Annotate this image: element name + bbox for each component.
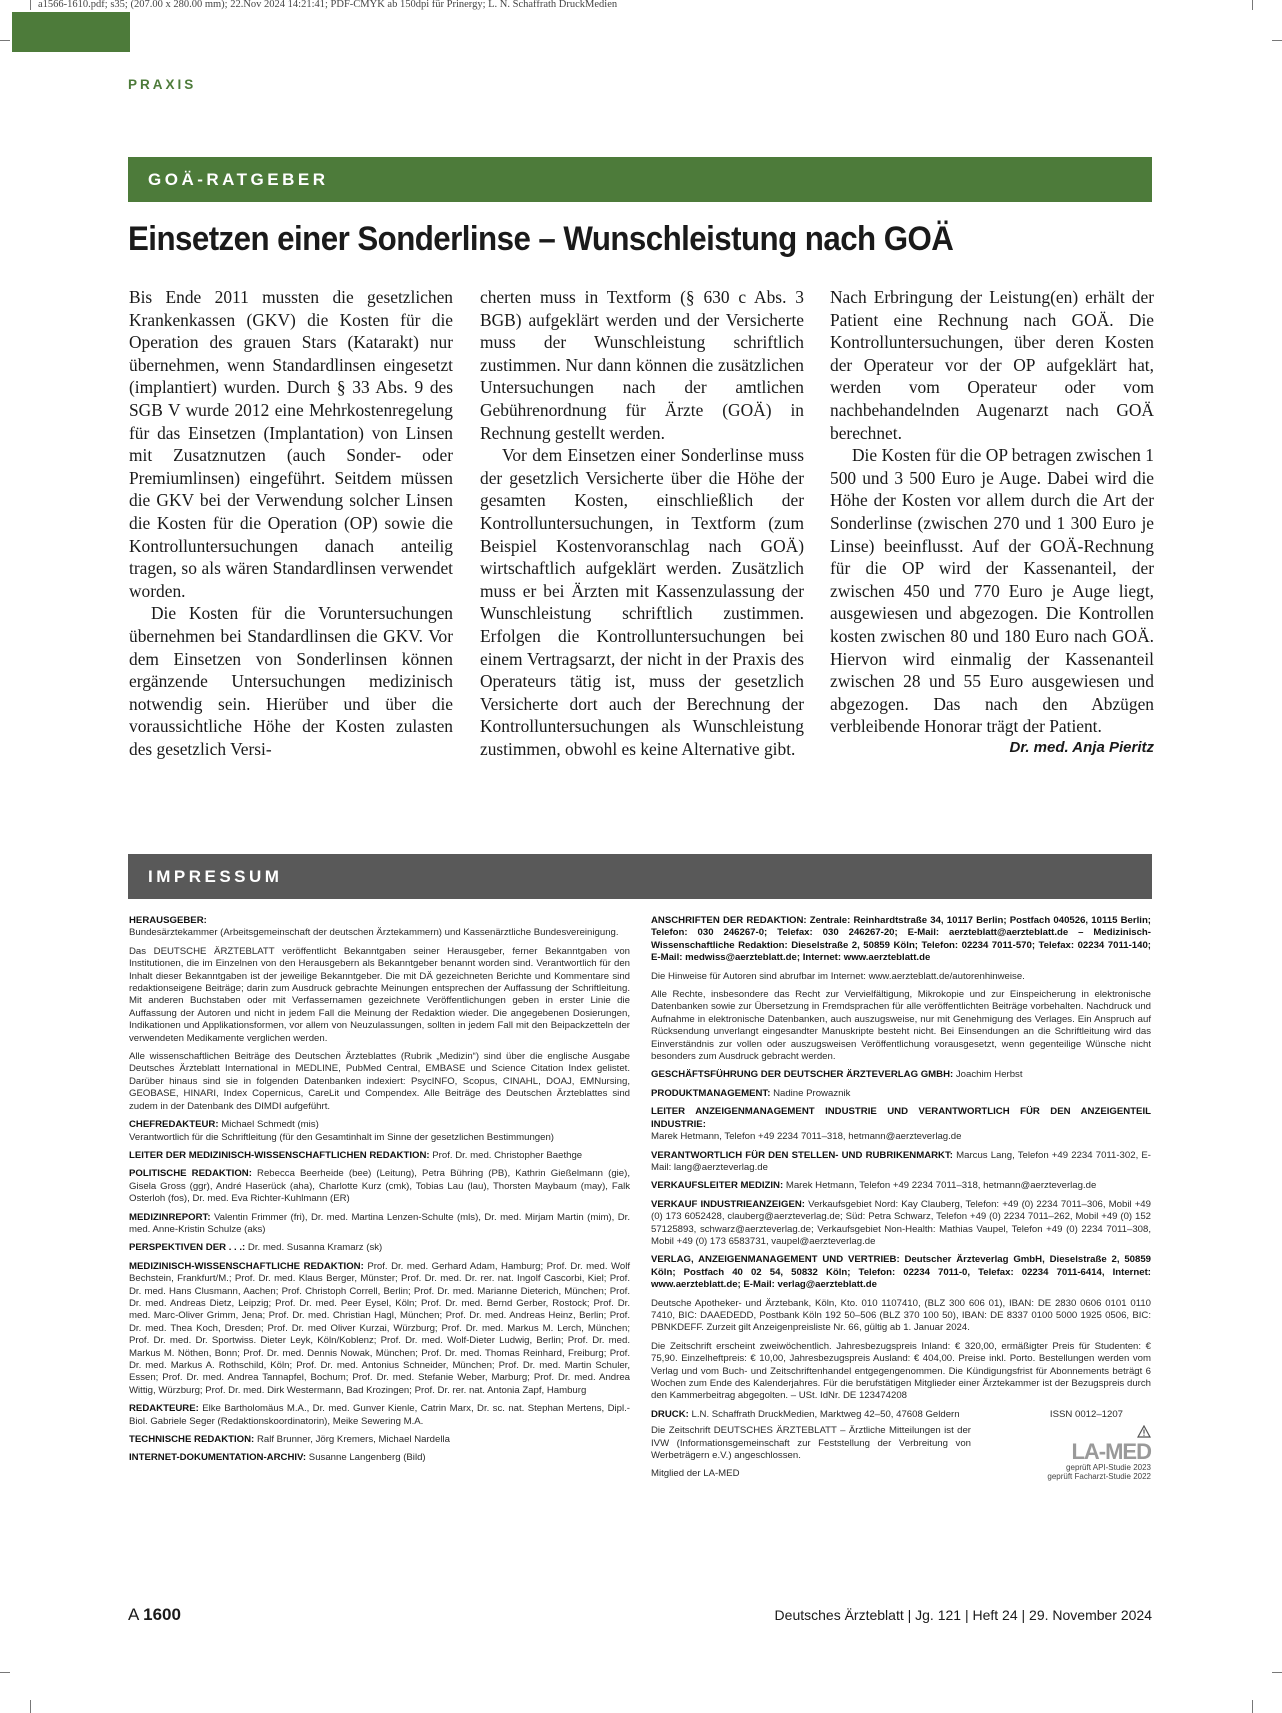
anzeigenmanagement [651, 1106, 1151, 1143]
label: INTERNET-DOKUMENTATION-ARCHIV: [129, 1452, 307, 1464]
value: Prof. Dr. med. Christopher Baethge [432, 1149, 583, 1161]
label: POLITISCHE REDAKTION: [129, 1168, 252, 1180]
paragraph: Bis Ende 2011 mussten die gesetzlichen Krankenkassen (GKV) die Kosten für die Operation des grauen Stars (Katarakt) nur übernehmen, wenn Standardlinsen eingesetzt (implantiert) wurden. Durch § 33 Abs. 9 des SGB V wurde 2012 eine Mehrkostenregelung für das Einsetzen (Implantation) von Linsen mit Zusatznutzen (auch Sonder- oder Premiumlinsen) eingeführt. Seitdem müssen die GKV bei der Verwendung solcher Linsen die Kosten für die Operation (OP) sowie die Kontrolluntersuchungen danach anteilig tragen, so als wären Standardlinsen verwendet worden. [129, 287, 453, 601]
redakteure [129, 1403, 630, 1428]
value: L.N. Schaffrath DruckMedien, Marktweg 42–50, 47608 Geldern [691, 1408, 960, 1420]
druck-row [651, 1409, 1151, 1421]
label: TECHNISCHE REDAKTION: [129, 1434, 255, 1446]
impressum-right-column [651, 915, 1151, 1482]
value: Susanne Langenberg (Bild) [308, 1452, 426, 1464]
rubric-title: GOÄ-RATGEBER [148, 169, 329, 189]
druck [651, 1409, 960, 1421]
warning-triangle-icon [1137, 1425, 1151, 1438]
impressum-banner [128, 854, 1152, 899]
crop-mark [1272, 40, 1282, 41]
label: LEITER ANZEIGENMANAGEMENT INDUSTRIE UND VERANTWORTLICH FÜR DEN ANZEIGENTEIL INDUSTRIE: [651, 1106, 1151, 1130]
crop-mark [30, 1700, 31, 1713]
ivw-block [651, 1425, 971, 1481]
value: Marcus Lang, Telefon +49 2234 7011-302, E-Mail: lang@aerzteverlag.de [651, 1149, 1151, 1173]
lamed-note: geprüft Facharzt-Studie 2022 [1047, 1472, 1151, 1482]
crop-mark [30, 0, 31, 10]
technische-redaktion [129, 1434, 630, 1446]
verlag: VERLAG, ANZEIGENMANAGEMENT UND VERTRIEB: Deutscher Ärzteverlag GmbH, Dieselstraße 2, 50859 Köln; Postfach 40 02 54, 50832 Köln; Telefon: 02234 7011-0, Telefax: 02234 7011-6414, Internet: www.aerzteblatt.de; E-Mail: verlag@aerzteblatt.de [651, 1254, 1151, 1291]
page-number-value: 1600 [143, 1605, 181, 1624]
perspektiven [129, 1242, 630, 1254]
label: GESCHÄFTSFÜHRUNG DER DEUTSCHER ÄRZTEVERLAG GMBH: [651, 1069, 954, 1081]
paragraph: cherten muss in Textform (§ 630 c Abs. 3 BGB) aufgeklärt werden und der Versicherte muss der Wunschleistung schriftlich zustimmen. Nur dann können die zusätzlichen Untersuchungen nach der amtlichen Gebührenordnung für Ärzte (GOÄ) in Rechnung gestellt werden. [480, 287, 804, 443]
label: PERSPEKTIVEN DER . . .: [129, 1242, 246, 1254]
paragraph: Das DEUTSCHE ÄRZTEBLATT veröffentlicht Bekanntgaben seiner Herausgeber, ferner Bekanntgaben von Institutionen, die im Einzelnen von den Herausgebern als Bekanntgeber benannt worden sind. Verantwortlich für den Inhalt dieser Bekanntgaben ist der jeweilige Bekanntgeber. Die mit DÄ gezeichneten Berichte und Kommentare sind redaktionseigene Beiträge; darin zum Ausdruck gebrachte Meinungen entsprechen der Auffassung der Schriftleitung. Mit anderen Buchstaben oder mit Verfassernamen gezeichnete Veröffentlichungen geben in erster Linie die Auffassung der Autoren und nicht in jedem Fall die Meinung der Redaktion wieder. Die angegebenen Dosierungen, Indikationen und Applikationsformen, vor allem von Neuzulassungen, sollten in jedem Fall mit den Beipackzetteln der verwendeten Medikamente verglichen werden. [129, 945, 630, 1044]
produktmanagement [651, 1088, 1151, 1100]
label: REDAKTEURE: [129, 1403, 199, 1415]
paragraph: Die Kosten für die OP betragen zwischen 1 500 und 3 500 Euro je Auge. Dabei wird die Höhe der Kosten vor allem durch die Art der Sonderlinse (zwischen 270 und 1 300 Euro je Linse) beeinflusst. Auf der GOÄ-Rechnung für die OP wird der Kassenanteil, der zwischen 450 und 770 Euro je Auge liegt, ausgewiesen und abgezogen. Die Kontrollen kosten zwischen 80 und 180 Euro nach GOÄ. Hiervon wird einmalig der Kassenanteil zwischen 28 und 55 Euro ausgewiesen und abgezogen. Das nach den Abzügen verbleibende Honorar trägt der Patient. [830, 445, 1154, 737]
paragraph: Vor dem Einsetzen einer Sonderlinse muss der gesetzlich Versicherte über die Höhe der gesamten Kosten, einschließlich der Kontrolluntersuchungen, in Textform (zum Beispiel Kostenvoranschlag nach GOÄ) wirtschaftlich aufgeklärt werden. Zusätzlich muss er bei Ärzten mit Kassenzulassung der Wunschleistung schriftlich zustimmen. Erfolgen die Kontrolluntersuchungen bei einem Vertragsarzt, der nicht in der Praxis des Operateurs tätig ist, muss der gesetzlich Versicherte dort auch der Berechnung der Kontrolluntersuchungen als Wunschleistung zustimmen, obwohl es keine Alternative gibt. [480, 445, 804, 759]
label: DRUCK: [651, 1408, 689, 1420]
rechte: Alle Rechte, insbesondere das Recht zur Vervielfältigung, Mikrokopie und zur Einspeicherung in elektronische Datenbanken sowie zur Übersetzung in Fremdsprachen für alle veröffentlichten Beiträge vorbehalten. Nachdruck und Aufnahme in elektronische Datenbanken, auch auszugsweise, nur mit Genehmigung des Verlages. Ein Anspruch auf Rücksendung unverlangt eingesandter Manuskripte besteht nicht. Bei Einsendungen an die Schriftleitung wird das Einverständnis zur vollen oder auszugsweisen Veröffentlichung vorausgesetzt, wenn gegenteilige Wünsche nicht besonders zum Ausdruck gebracht werden. [651, 989, 1151, 1063]
page-number [128, 1605, 181, 1625]
crop-mark [1252, 0, 1253, 10]
leiter-mw-redaktion [129, 1150, 630, 1162]
herausgeber [129, 915, 630, 940]
article-column-2 [480, 286, 804, 760]
impressum-title: IMPRESSUM [148, 866, 283, 886]
paragraph: Nach Erbringung der Leistung(en) erhält der Patient eine Rechnung nach GOÄ. Die Kontrolluntersuchungen, über deren Kosten der Operateur vor der OP aufgeklärt hat, werden vom Operateur oder vom nachbehandelnden Augenarzt nach GOÄ berechnet. [830, 287, 1154, 443]
value: Dr. med. Susanna Kramarz (sk) [247, 1242, 383, 1254]
value: Marek Hetmann, Telefon +49 2234 7011–318, hetmann@aerzteverlag.de [785, 1180, 1097, 1192]
crop-mark [0, 1672, 10, 1673]
lamed-logo: LA-MED [1071, 1438, 1151, 1464]
label: HERAUSGEBER: [129, 915, 207, 926]
chefredakteur [129, 1119, 630, 1144]
lamed-member: Mitglied der LA-MED [651, 1468, 740, 1480]
crop-mark [1252, 1700, 1253, 1713]
rubric-banner [128, 157, 1152, 202]
ivw-row [651, 1425, 1151, 1482]
value: Marek Hetmann, Telefon +49 2234 7011–318, hetmann@aerzteverlag.de [651, 1131, 962, 1143]
value: Verkaufsgebiet Nord: Kay Clauberg, Telefon: +49 (0) 2234 7011–306, Mobil +49 (0) 173 6052428, clauberg@aerzteverlag.de; Süd: Petra Schwarz, Telefon +49 (0) 2234 7011–262, Mobil +49 (0) 152 57125893, schwarz@aerzteverlag.de; Verkaufsgebiet Non-Health: Mathias Vaupel, Telefon +49 (0) 2234 7011–308, Mobil +49 (0) 173 6583731, vaupel@aerzteverlag.de [651, 1198, 1151, 1247]
bezugspreise: Die Zeitschrift erscheint zweiwöchentlich. Jahresbezugspreis Inland: € 320,00, ermäßigter Preis für Studenten: € 75,90. Einzelheftpreis: € 10,00, Jahresbezugspreis Ausland: € 404,00. Preise inkl. Porto. Bestellungen werden vom Verlag und vom Buch- und Zeitschriftenhandel entgegengenommen. Die Kündigungsfrist für Abonnements beträgt 6 Wochen zum Ende des Kalenderjahres. Für die berufstätigen Mitglieder einer Ärztekammer ist der Bezugspreis durch den Kammerbeitrag abgegolten. – USt. IdNr. DE 123474208 [651, 1340, 1151, 1402]
impressum-left-column [129, 915, 630, 1471]
section-label: PRAXIS [128, 77, 197, 92]
lamed-note: geprüft API-Studie 2023 [1066, 1462, 1151, 1472]
geschaeftsfuehrung [651, 1069, 1151, 1081]
paragraph: Alle wissenschaftlichen Beiträge des Deutschen Ärzteblattes (Rubrik „Medizin“) sind über die englische Ausgabe Deutsches Ärzteblatt International in MEDLINE, PubMed Central, EMBASE und Science Citation Index gelistet. Darüber hinaus sind sie in folgenden Datenbanken indexiert: PsycINFO, Scopus, CINAHL, DOAJ, EMNursing, GEOBASE, HINARI, Index Copernicus, CareLit und Compendex. Alle Beiträge des Deutschen Ärzteblattes sind zudem in der Datenbank des DIMDI aufgeführt. [129, 1051, 630, 1112]
label: CHEFREDAKTEUR: [129, 1119, 219, 1131]
value: Joachim Herbst [955, 1069, 1023, 1081]
crop-mark [0, 40, 10, 41]
label: VERKAUFSLEITER MEDIZIN: [651, 1180, 784, 1192]
verkauf-industrieanzeigen [651, 1199, 1151, 1249]
value: Nadine Prowaznik [773, 1087, 851, 1099]
label: LEITER DER MEDIZINISCH-WISSENSCHAFTLICHEN REDAKTION: [129, 1149, 430, 1161]
mw-redaktion [129, 1261, 630, 1397]
politische-redaktion [129, 1168, 630, 1205]
paragraph: Die Kosten für die Voruntersuchungen übernehmen bei Standardlinsen die GKV. Vor dem Einsetzen von Sonderlinsen können ergänzende Untersuchungen medizinisch notwendig sein. Hierüber und über die voraussichtliche Höhe der Kosten zulasten des gesetzlich Versi- [129, 603, 453, 759]
lamed-badge [1031, 1425, 1151, 1482]
medizinreport [129, 1212, 630, 1237]
value: Ralf Brunner, Jörg Kremers, Michael Nardella [256, 1434, 450, 1446]
label: MEDIZINREPORT: [129, 1211, 211, 1223]
section-color-tab [12, 12, 130, 52]
stellenmarkt [651, 1150, 1151, 1175]
value: Valentin Frimmer (fri), Dr. med. Martina Lenzen-Schulte (mls), Dr. med. Mirjam Martin (mim), Dr. med. Anne-Kristin Schulze (aks) [129, 1211, 630, 1235]
label: PRODUKTMANAGEMENT: [651, 1087, 771, 1099]
crop-mark [1272, 1672, 1282, 1673]
issn: ISSN 0012–1207 [1049, 1408, 1123, 1420]
article-column-3 [830, 286, 1154, 758]
value: Michael Schmedt (mis) [221, 1119, 319, 1131]
value: Elke Bartholomäus M.A., Dr. med. Gunver Kienle, Catrin Marx, Dr. sc. nat. Stephan Mertens, Dipl.-Biol. Gabriele Seger (Redaktionskoordinatorin), Meike Sewering M.A. [129, 1403, 630, 1427]
verkaufsleiter [651, 1180, 1151, 1192]
value: Bundesärztekammer (Arbeitsgemeinschaft der deutschen Ärztekammern) und Kassenärztliche Bundesvereinigung. [129, 927, 619, 939]
article-title: Einsetzen einer Sonderlinse – Wunschleistung nach GOÄ [128, 220, 954, 258]
ivw-note: Die Zeitschrift DEUTSCHES ÄRZTEBLATT – Ärztliche Mitteilungen ist der IVW (Informationsgemeinschaft zur Feststellung der Verbreitung von Werbeträgern e.V.) angeschlossen. [651, 1425, 971, 1462]
publication-info: Deutsches Ärzteblatt | Jg. 121 | Heft 24 | 29. November 2024 [774, 1607, 1152, 1623]
page-prefix: A [128, 1605, 139, 1624]
article-column-1 [129, 286, 453, 760]
article-author: Dr. med. Anja Pieritz [1009, 738, 1154, 756]
value: Prof. Dr. med. Gerhard Adam, Hamburg; Prof. Dr. med. Wolf Bechstein, Frankfurt/M.; Prof. Dr. med. Klaus Berger, Münster; Prof. Dr. med. Dr. rer. nat. Ingolf Cascorbi, Kiel; Prof. Dr. med. Hans Clusmann, Aachen; Prof. Christoph Correll, Berlin; Prof. Dr. med. Marianne Dieterich, München; Prof. Dr. med. Andreas Dietz, Leipzig; Prof. Dr. med. Peer Eysel, Köln; Prof. Dr. med. Bernd Gerber, Rostock; Prof. Dr. med. Marc-Oliver Grimm, Jena; Prof. Dr. med. Christian Hagl, München; Prof. Dr. med. Andreas Heinz, Berlin; Prof. Dr. med. Thea Koch, Dresden; Prof. Dr. med Oliver Kurzai, Würzburg; Prof. Dr. med. Markus M. Lerch, München; Prof. Dr. med. Dr. Sportwiss. Dieter Leyk, Köln/Koblenz; Prof. Dr. med. Wolf-Dieter Ludwig, Berlin; Prof. Dr. med. Markus M. Nöthen, Bonn; Prof. Dr. med. Dennis Nowak, München; Prof. Dr. med. Thomas Reinhard, Freiburg; Prof. Dr. med. Markus A. Rothschild, Köln; Prof. Dr. med. Antonius Schneider, München; Prof. Dr. med. Martin Schuler, Essen; Prof. Dr. med. Andrea Tannapfel, Bochum; Prof. Dr. med. Stefanie Weber, Marburg; Prof. Dr. med. Andrea Wittig, Würzburg; Prof. Dr. med. Dirk Westermann, Bad Krozingen; Prof. Dr. rer. nat. Antonia Zapf, Hamburg [129, 1260, 630, 1396]
internet-archiv [129, 1452, 630, 1464]
anschriften: ANSCHRIFTEN DER REDAKTION: Zentrale: Reinhardtstraße 34, 10117 Berlin; Postfach 040526, 10115 Berlin; Telefon: 030 246267-0; Telefax: 030 246267-20; E-Mail: aerzteblatt@aerzteblatt.de – Medizinisch-Wissenschaftliche Redaktion: Dieselstraße 2, 50859 Köln; Telefon: 02234 7011-570; Telefax: 02234 7011-140; E-Mail: medwiss@aerzteblatt.de; Internet: www.aerzteblatt.de [651, 915, 1151, 964]
label: VERANTWORTLICH FÜR DEN STELLEN- UND RUBRIKENMARKT: [651, 1149, 953, 1161]
print-slug: a1566-1610.pdf; s35; (207.00 x 280.00 mm); 22.Nov 2024 14:21:41; PDF-CMYK ab 150dpi für Prinergy; L. N. Schaffrath DruckMedien [38, 0, 618, 10]
autorenhinweise: Die Hinweise für Autoren sind abrufbar im Internet: www.aerzteblatt.de/autorenhinweise. [651, 970, 1025, 982]
value: Rebecca Beerheide (bee) (Leitung), Petra Bühring (PB), Kathrin Gießelmann (gie), Gisela Gross (ggr), André Haserück (aha), Charlotte Kurz (cmk), Tobias Lau (lau), Thorsten Maybaum (may), Falk Osterloh (fos), Dr. med. Eva Richter-Kuhlmann (ER) [129, 1168, 630, 1205]
note: Verantwortlich für die Schriftleitung (für den Gesamtinhalt im Sinne der gesetzlichen Bestimmungen) [129, 1131, 554, 1143]
label: VERKAUF INDUSTRIEANZEIGEN: [651, 1198, 805, 1210]
label: MEDIZINISCH-WISSENSCHAFTLICHE REDAKTION: [129, 1260, 364, 1272]
bankverbindung: Deutsche Apotheker- und Ärztebank, Köln, Kto. 010 1107410, (BLZ 300 606 01), IBAN: DE 2830 0606 0101 0110 7410, BIC: DAAEDEDD, Postbank Köln 192 50–506 (BLZ 370 100 50), IBAN: DE 8337 0100 5000 1925 0506, BIC: PBNKDEFF. Zurzeit gilt Anzeigenpreisliste Nr. 66, gültig ab 1. Januar 2024. [651, 1297, 1151, 1334]
